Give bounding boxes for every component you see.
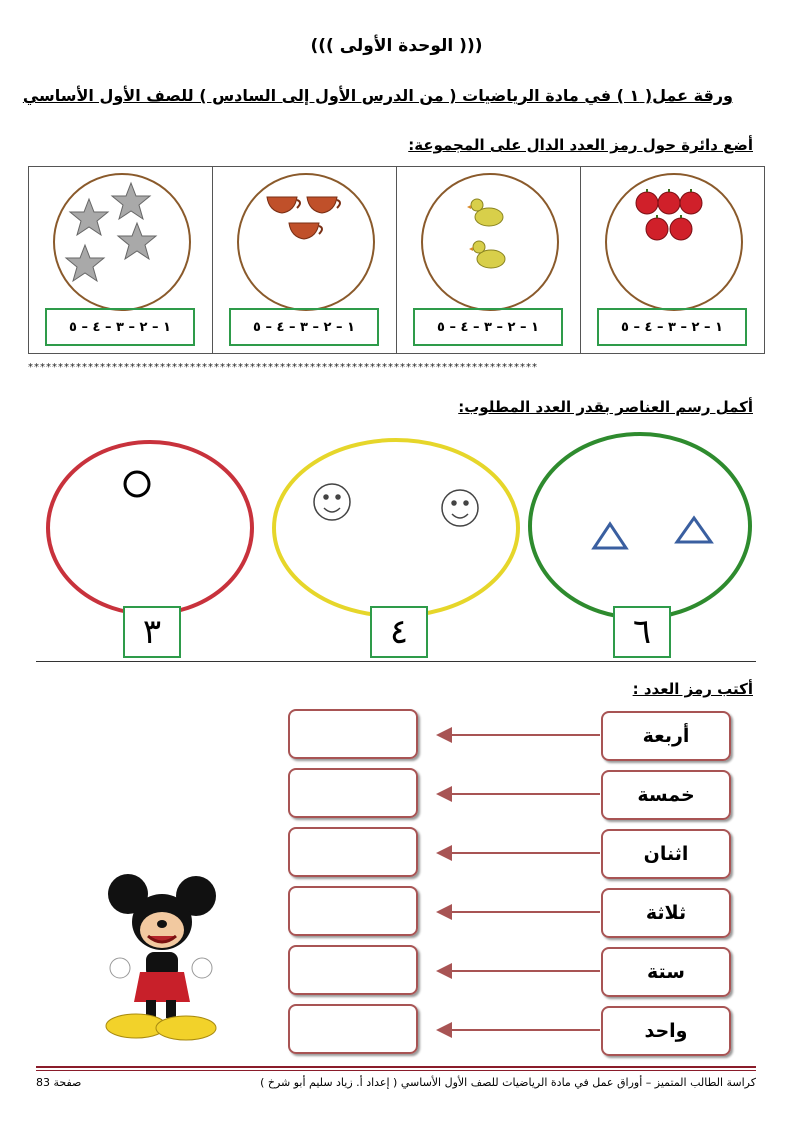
- answer-box[interactable]: [288, 827, 418, 877]
- section-divider: [36, 661, 756, 662]
- group-cell-apples: [580, 167, 764, 353]
- circle-icon: [125, 472, 149, 496]
- footer-rule: [36, 1066, 756, 1068]
- arrows: [430, 700, 605, 1040]
- word-box: واحد: [601, 1006, 731, 1056]
- number-choices[interactable]: ١ – ٢ – ٣ – ٤ – ٥: [597, 308, 747, 346]
- triangle-icon: [594, 518, 711, 548]
- section1-title: أضع دائرة حول رمز العدد الدال على المجموعة:: [408, 136, 753, 154]
- word-box: ثلاثة: [601, 888, 731, 938]
- page-number: صفحة 83: [36, 1076, 82, 1089]
- number-choices[interactable]: ١ – ٢ – ٣ – ٤ – ٥: [229, 308, 379, 346]
- footer-credit: كراسة الطالب المتميز – أوراق عمل في مادة الرياضيات للصف الأول الأساسي ( إعداد أ. زياد سليم أبو شرخ ): [260, 1076, 756, 1089]
- answer-box[interactable]: [288, 945, 418, 995]
- count-groups-grid: [28, 166, 765, 354]
- section2-title: أكمل رسم العناصر بقدر العدد المطلوب:: [458, 398, 753, 416]
- mickey-mouse-icon: [100, 872, 220, 1044]
- number-box-3: ٣: [123, 606, 181, 658]
- number-box-6: ٦: [613, 606, 671, 658]
- group-cell-ducks: [396, 167, 580, 353]
- yellow-oval: [274, 440, 518, 616]
- answer-box[interactable]: [288, 768, 418, 818]
- smiley-icon: [314, 484, 478, 526]
- answer-box[interactable]: [288, 709, 418, 759]
- group-cell-cups: [212, 167, 396, 353]
- word-box: خمسة: [601, 770, 731, 820]
- green-oval: [530, 434, 750, 618]
- answer-box[interactable]: [288, 1004, 418, 1054]
- word-box: اثنان: [601, 829, 731, 879]
- number-box-4: ٤: [370, 606, 428, 658]
- word-box: أربعة: [601, 711, 731, 761]
- number-choices[interactable]: ١ – ٢ – ٣ – ٤ – ٥: [45, 308, 195, 346]
- number-choices[interactable]: ١ – ٢ – ٣ – ٤ – ٥: [413, 308, 563, 346]
- answer-box[interactable]: [288, 886, 418, 936]
- word-box: ستة: [601, 947, 731, 997]
- cup-icon: [263, 191, 353, 251]
- section3-title: أكتب رمز العدد :: [632, 680, 753, 698]
- duck-icon: [467, 193, 517, 279]
- apple-icon: [635, 189, 715, 249]
- red-oval: [48, 442, 252, 614]
- worksheet-title: ورقة عمل( ١ ) في مادة الرياضيات ( من الدرس الأول إلى السادس ) للصف الأول الأساسي: [22, 86, 733, 105]
- footer-rule: [36, 1070, 756, 1071]
- star-divider: *************************************************************************************: [28, 362, 538, 373]
- unit-title: ((( الوحدة الأولى ))): [310, 36, 483, 56]
- group-cell-stars: [29, 167, 212, 353]
- star-icon: [59, 181, 183, 301]
